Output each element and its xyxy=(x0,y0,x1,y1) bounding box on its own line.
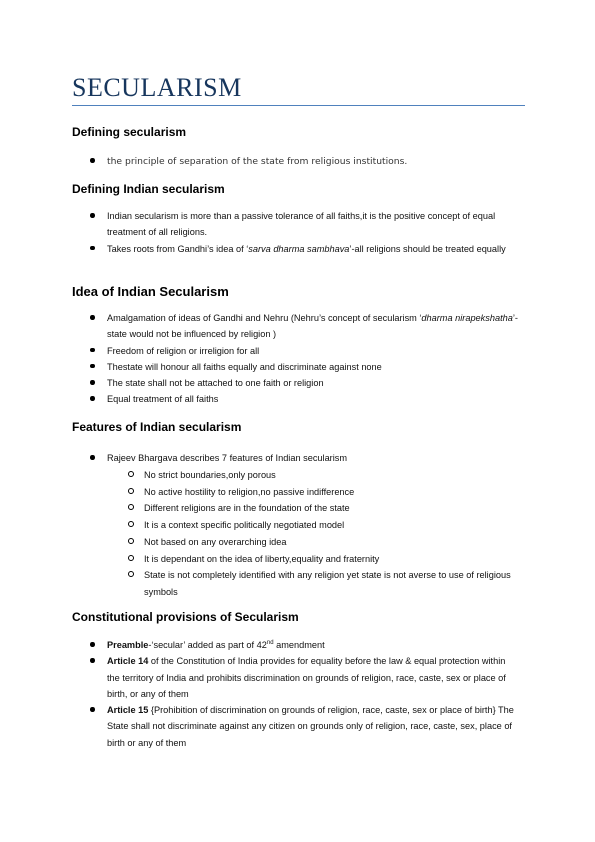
hollow-bullet-icon xyxy=(128,471,134,477)
list-item: Thestate will honour all faiths equally and discriminate against none xyxy=(90,359,520,375)
bullet-icon xyxy=(90,658,95,663)
bullet-icon xyxy=(90,642,95,647)
sub-list-item: No strict boundaries,only porous xyxy=(127,467,519,484)
heading-constitutional-provisions: Constitutional provisions of Secularism xyxy=(72,610,299,624)
bullet-icon xyxy=(90,396,95,401)
heading-features-of-indian-secularism: Features of Indian secularism xyxy=(72,420,242,434)
bullet-icon xyxy=(90,707,95,712)
title-underline xyxy=(72,105,525,106)
list-features xyxy=(90,450,520,466)
sub-list-item: Not based on any overarching idea xyxy=(127,534,519,551)
heading-idea-of-indian-secularism: Idea of Indian Secularism xyxy=(72,284,229,299)
list-constitutional-provisions xyxy=(90,637,520,751)
heading-defining-secularism: Defining secularism xyxy=(72,125,187,139)
list-item: Takes roots from Gandhi’s idea of ‘sarva dharma sambhava’-all religions should be treated equally xyxy=(90,241,520,257)
hollow-bullet-icon xyxy=(128,538,134,544)
sub-list-item: Different religions are in the foundation of the state xyxy=(127,500,519,517)
sub-list-item: No active hostility to religion,no passive indifference xyxy=(127,484,519,501)
hollow-bullet-icon xyxy=(128,504,134,510)
bullet-icon xyxy=(90,348,95,353)
bullet-icon xyxy=(90,364,95,369)
list-item: Article 14 of the Constitution of India provides for equality before the law & equal protection within the territory of India and prohibits discrimination on grounds of religion, race, caste, sex or place of birth, or any of them xyxy=(90,653,520,702)
list-item: Rajeev Bhargava describes 7 features of Indian secularism xyxy=(90,450,520,466)
bullet-icon xyxy=(90,380,95,385)
list-defining-secularism xyxy=(90,153,520,170)
heading-defining-indian-secularism: Defining Indian secularism xyxy=(72,182,225,196)
list-item: The state shall not be attached to one faith or religion xyxy=(90,375,520,391)
sub-list-item: It is dependant on the idea of liberty,equality and fraternity xyxy=(127,551,519,568)
bullet-icon xyxy=(90,213,95,218)
list-defining-indian-secularism xyxy=(90,208,520,257)
bullet-icon xyxy=(90,455,95,460)
list-item: the principle of separation of the state from religious institutions. xyxy=(90,153,520,170)
sub-list-item: It is a context specific politically negotiated model xyxy=(127,517,519,534)
list-item: Equal treatment of all faiths xyxy=(90,391,520,407)
sub-list-item: State is not completely identified with any religion yet state is not averse to use of religious symbols xyxy=(127,567,519,600)
sublist-features xyxy=(127,467,519,601)
list-item: Freedom of religion or irreligion for all xyxy=(90,343,520,359)
list-item: Article 15 {Prohibition of discrimination on grounds of religion, race, caste, sex or place of birth} The State shall not discriminate against any citizen on grounds only of religion, race, caste, sex, place of birth or any of them xyxy=(90,702,520,751)
list-item: Indian secularism is more than a passive tolerance of all faiths,it is the positive concept of equal treatment of all religions. xyxy=(90,208,520,241)
bullet-icon xyxy=(90,315,95,320)
list-item: Preamble-‘secular’ added as part of 42nd amendment xyxy=(90,637,520,653)
list-item: Amalgamation of ideas of Gandhi and Nehru (Nehru’s concept of secularism ‘dharma nirapekshatha’-state would not be influenced by religion ) xyxy=(90,310,520,343)
hollow-bullet-icon xyxy=(128,571,134,577)
hollow-bullet-icon xyxy=(128,488,134,494)
list-idea-of-indian-secularism xyxy=(90,310,520,408)
bullet-icon xyxy=(90,158,95,163)
hollow-bullet-icon xyxy=(128,555,134,561)
hollow-bullet-icon xyxy=(128,521,134,527)
page-title: SECULARISM xyxy=(72,73,242,102)
bullet-icon xyxy=(90,246,95,251)
